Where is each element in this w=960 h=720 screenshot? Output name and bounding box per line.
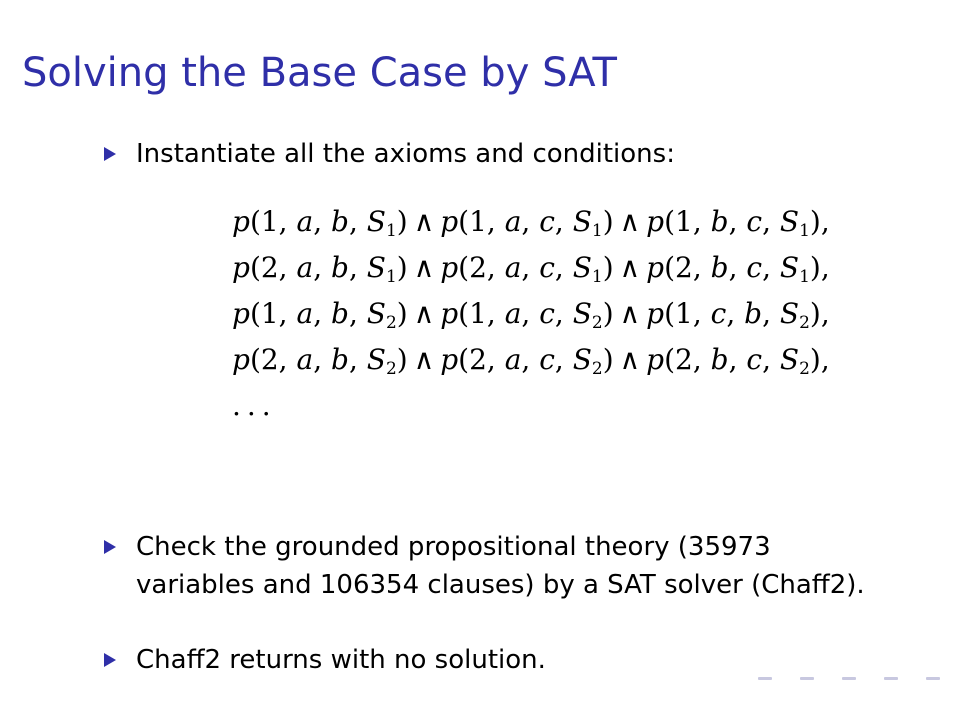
formula-line: p(2, a, b, $S_2$) ∧ p(2, a, c, $S_2$) ∧ p(2, b, c, $S_2$), [232,343,830,379]
and-operator: ∧ [619,205,641,238]
formula-ellipsis: ... [232,389,277,422]
bullet-text: Check the grounded propositional theory (35973 variables and 106354 clauses) by a SAT solver (Chaff2). [136,532,865,600]
bullet-text: Instantiate all the axioms and conditions: [136,139,675,169]
predicate-term: p(2, a, c, $S_2$) [440,343,614,379]
formula-line: p(2, a, b, $S_1$) ∧ p(2, a, c, $S_1$) ∧ p(2, b, c, $S_1$), [232,251,830,287]
nav-search-icon[interactable] [926,677,940,680]
predicate-term: p(2, a, c, $S_1$) [440,251,614,287]
and-operator: ∧ [413,251,435,284]
and-operator: ∧ [619,343,641,376]
bullet-item-instantiate [104,135,896,173]
state-subscript: 2 [591,359,603,379]
and-operator: ∧ [619,251,641,284]
bullet-triangle-icon [104,641,136,679]
slide-navigation[interactable] [758,677,940,680]
nav-next-icon[interactable] [842,677,856,680]
state-subscript: 1 [799,221,810,241]
bullet-triangle-icon [104,528,136,566]
formula-line: p(1, a, b, $S_1$) ∧ p(1, a, c, $S_1$) ∧ p(1, b, c, $S_1$), [232,205,830,241]
state-subscript: 2 [591,313,603,333]
nav-last-icon[interactable] [884,677,898,680]
predicate-term: p(2, a, b, $S_2$) [232,343,408,379]
predicate-term: p(1, b, c, $S_1$) [646,205,821,241]
bullet-item-check [104,528,896,604]
state-subscript: 1 [591,267,603,287]
predicate-term: p(1, c, b, $S_2$) [646,297,821,333]
state-subscript: 1 [385,267,397,287]
predicate-term: p(2, b, c, $S_2$) [646,343,821,379]
slide-title: Solving the Base Case by SAT [22,50,617,96]
bullet-text: Chaff2 returns with no solution. [136,645,546,675]
state-subscript: 2 [385,359,397,379]
formula-line: p(1, a, b, $S_2$) ∧ p(1, a, c, $S_2$) ∧ p(1, c, b, $S_2$), [232,297,830,333]
predicate-term: p(1, a, b, $S_2$) [232,297,408,333]
state-subscript: 2 [799,359,810,379]
state-subscript: 1 [385,221,397,241]
and-operator: ∧ [413,297,435,330]
state-subscript: 1 [799,267,810,287]
predicate-term: p(1, a, b, $S_1$) [232,205,408,241]
nav-prev-icon[interactable] [800,677,814,680]
predicate-term: p(2, b, c, $S_1$) [646,251,821,287]
and-operator: ∧ [413,343,435,376]
predicate-term: p(1, a, c, $S_2$) [440,297,614,333]
and-operator: ∧ [619,297,641,330]
state-subscript: 2 [799,313,810,333]
state-subscript: 1 [591,221,603,241]
and-operator: ∧ [413,205,435,238]
formula-block [232,199,830,429]
predicate-term: p(2, a, b, $S_1$) [232,251,408,287]
state-subscript: 2 [385,313,397,333]
bullet-item-result [104,641,896,679]
predicate-term: p(1, a, c, $S_1$) [440,205,614,241]
bullet-triangle-icon [104,135,136,173]
nav-first-icon[interactable] [758,677,772,680]
